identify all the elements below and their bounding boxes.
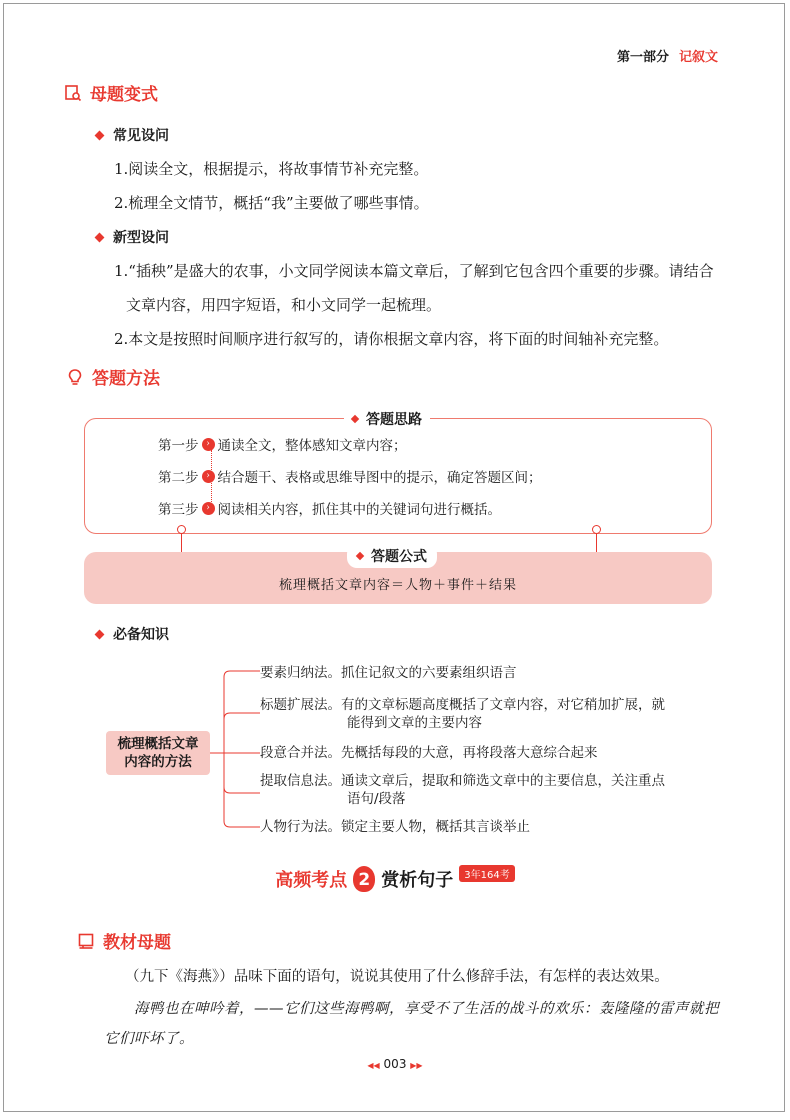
common-question-title: 常见设问 — [96, 125, 169, 145]
formula-label: 答题公式 — [347, 544, 437, 568]
quote-line-2: 它们吓坏了。 — [104, 1031, 194, 1047]
diamond-icon — [95, 629, 105, 639]
new-question-line-3: 2.本文是按照时间顺序进行叙写的，请你根据文章内容，将下面的时间轴补充完整。 — [114, 330, 669, 348]
topic-title — [4, 866, 786, 892]
double-arrow-left-icon: ◀◀ — [367, 1061, 380, 1070]
lightbulb-icon — [66, 368, 84, 386]
chevron-right-icon: › — [202, 470, 215, 483]
flame-number-icon: 2 — [353, 866, 375, 892]
open-book-icon — [77, 932, 95, 950]
knowledge-title: 必备知识 — [96, 624, 169, 644]
notebook-search-icon — [64, 84, 82, 102]
step-2: 第二步 › 结合题干、表格或思维导图中的提示，确定答题区间； — [158, 470, 542, 486]
quote-line-1: 海鸭也在呻吟着，——它们这些海鸭啊，享受不了生活的战斗的欢乐：轰隆隆的雷声就把 — [134, 1001, 719, 1017]
mindmap-item-1: 要素归纳法。抓住记叙文的六要素组织语言 — [260, 665, 517, 681]
step-1: 第一步 › 通读全文，整体感知文章内容； — [158, 438, 407, 454]
page-number: ◀◀ 003 ▶▶ — [367, 1057, 423, 1071]
thinking-label: 答题思路 — [344, 409, 430, 429]
chevron-right-icon: › — [202, 438, 215, 451]
header-part: 第一部分 — [616, 50, 669, 65]
textbook-question: （九下《海燕》）品味下面的语句，说说其使用了什么修辞手法，有怎样的表达效果。 — [125, 969, 669, 985]
diamond-icon — [95, 130, 105, 140]
page-header — [617, 46, 718, 65]
new-question-line-1: 1.“插秧”是盛大的农事，小文同学阅读本篇文章后，了解到它包含四个重要的步骤。请结合 — [114, 262, 714, 280]
topic-label: 高频考点 — [275, 870, 348, 891]
chevron-right-icon: › — [202, 502, 215, 515]
mindmap-branches — [210, 659, 260, 834]
common-question-line-1: 1.阅读全文，根据提示，将故事情节补充完整。 — [114, 160, 429, 178]
double-arrow-right-icon: ▶▶ — [410, 1061, 423, 1070]
mindmap-item-2: 标题扩展法。有的文章标题高度概括了文章内容，对它稍加扩展，就 能得到文章的主要内容 — [260, 697, 665, 731]
topic-name: 赏析句子 — [381, 870, 454, 891]
formula-text: 梳理概括文章内容＝人物＋事件＋结果 — [278, 578, 517, 593]
section-title-mother-variant: 母题变式 — [64, 80, 158, 105]
section-title-method: 答题方法 — [66, 364, 160, 389]
diamond-icon — [95, 232, 105, 242]
diamond-icon — [356, 552, 364, 560]
page — [3, 3, 785, 1112]
header-category: 记叙文 — [678, 50, 718, 65]
new-question-line-2: 文章内容，用四字短语，和小文同学一起梳理。 — [126, 296, 442, 314]
section-title-textbook: 教材母题 — [77, 928, 171, 953]
mindmap-item-5: 人物行为法。锁定主要人物，概括其言谈举止 — [260, 819, 530, 835]
mindmap-root: 梳理概括文章 内容的方法 — [106, 731, 210, 775]
step-3: 第三步 › 阅读相关内容，抓住其中的关键词句进行概括。 — [158, 502, 501, 518]
mindmap-item-4: 提取信息法。通读文章后，提取和筛选文章中的主要信息，关注重点 语句/段落 — [260, 773, 665, 807]
common-question-line-2: 2.梳理全文情节，概括“我”主要做了哪些事情。 — [114, 194, 429, 212]
frequency-badge: 3年164考 — [459, 865, 514, 882]
new-question-title: 新型设问 — [96, 227, 169, 247]
diamond-icon — [351, 415, 359, 423]
mindmap-item-3: 段意合并法。先概括每段的大意，再将段落大意综合起来 — [260, 745, 598, 761]
